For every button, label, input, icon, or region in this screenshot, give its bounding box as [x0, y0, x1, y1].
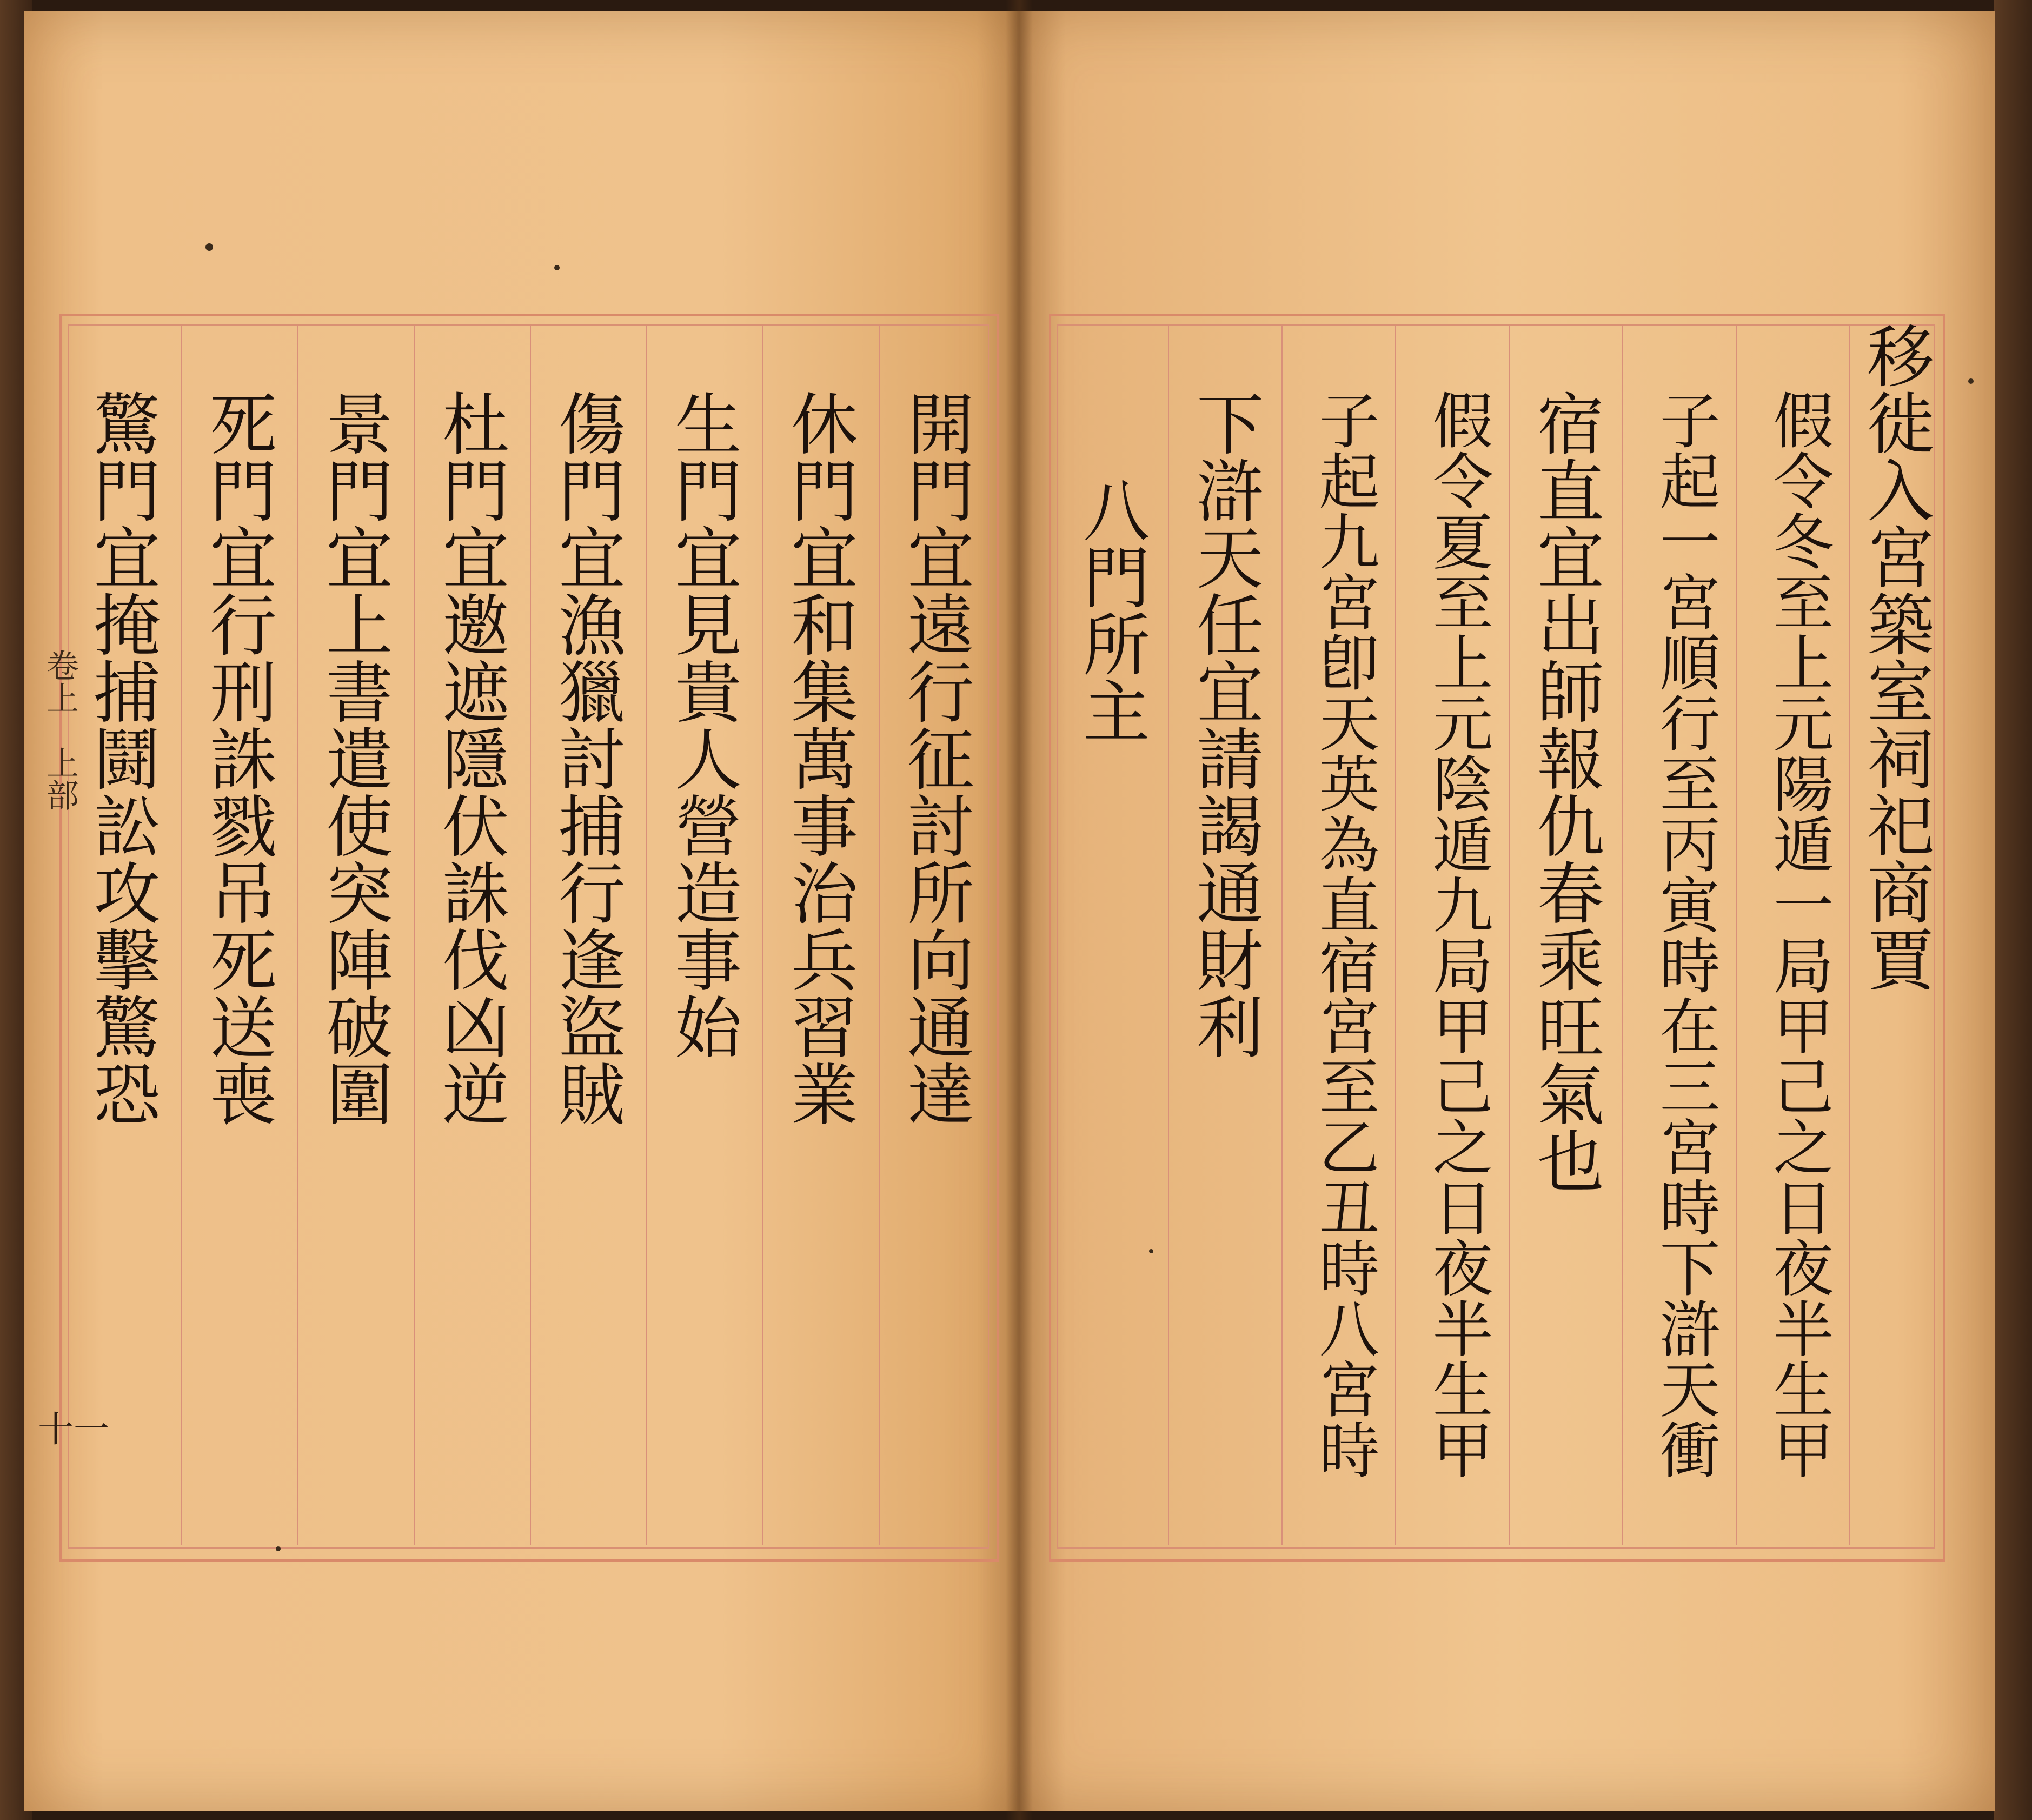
text-column-3: 子起一宮順行至丙寅時在三宮時下滸天衝	[1650, 389, 1720, 1479]
ink-spot	[1149, 1249, 1153, 1253]
text-column-1: 移徙入宮築室祠祀商賈	[1856, 322, 1934, 992]
column-rule	[297, 326, 298, 1545]
book-edge-right	[1994, 0, 2032, 1820]
ink-spot	[1968, 378, 1974, 384]
ink-spot	[554, 265, 560, 270]
text-column-6: 景門宜上書遣使突陣破圍	[315, 389, 393, 1127]
left-page	[24, 11, 1017, 1811]
column-rule	[1395, 326, 1396, 1545]
text-column-2: 休門宜和集萬事治兵習業	[780, 389, 858, 1127]
ink-spot	[276, 1546, 281, 1551]
column-rule	[1849, 326, 1850, 1545]
margin-label: 卷上 上部	[41, 649, 79, 811]
text-column-6: 子起九宮卽天英為直宿宮至乙丑時八宮時	[1309, 389, 1379, 1479]
text-column-7: 下滸天任宜請謁通財利	[1185, 389, 1263, 1060]
text-column-7: 死門宜行刑誅戮吊死送喪	[198, 389, 276, 1127]
text-column-3: 生門宜見貴人營造事始	[663, 389, 741, 1060]
column-rule	[646, 326, 647, 1545]
column-rule	[762, 326, 763, 1545]
column-rule	[1509, 326, 1510, 1545]
section-heading: 八門所主	[1072, 476, 1150, 744]
text-column-8: 驚門宜掩捕鬪訟攻擊驚恐	[82, 389, 160, 1127]
text-column-5: 假令夏至上元陰遁九局甲己之日夜半生甲	[1423, 389, 1493, 1479]
text-column-4: 宿直宜出師報仇春乘旺氣也	[1526, 389, 1604, 1194]
text-column-2: 假令冬至上元陽遁一局甲己之日夜半生甲	[1763, 389, 1834, 1479]
text-column-5: 杜門宜邀遮隱伏誅伐凶逆	[431, 389, 509, 1127]
column-rule	[879, 326, 880, 1545]
column-rule	[414, 326, 415, 1545]
page-number: 十一	[38, 1409, 109, 1450]
ink-spot	[205, 243, 213, 251]
column-rule	[1168, 326, 1169, 1545]
text-column-1: 開門宜遠行征討所向通達	[896, 389, 974, 1127]
column-rule	[181, 326, 182, 1545]
column-rule	[530, 326, 531, 1545]
book-spine	[1006, 0, 1033, 1820]
column-rule	[1281, 326, 1283, 1545]
text-column-4: 傷門宜漁獵討捕行逢盜賊	[547, 389, 625, 1127]
column-rule	[1622, 326, 1623, 1545]
column-rule	[1736, 326, 1737, 1545]
right-page	[1017, 11, 1995, 1811]
